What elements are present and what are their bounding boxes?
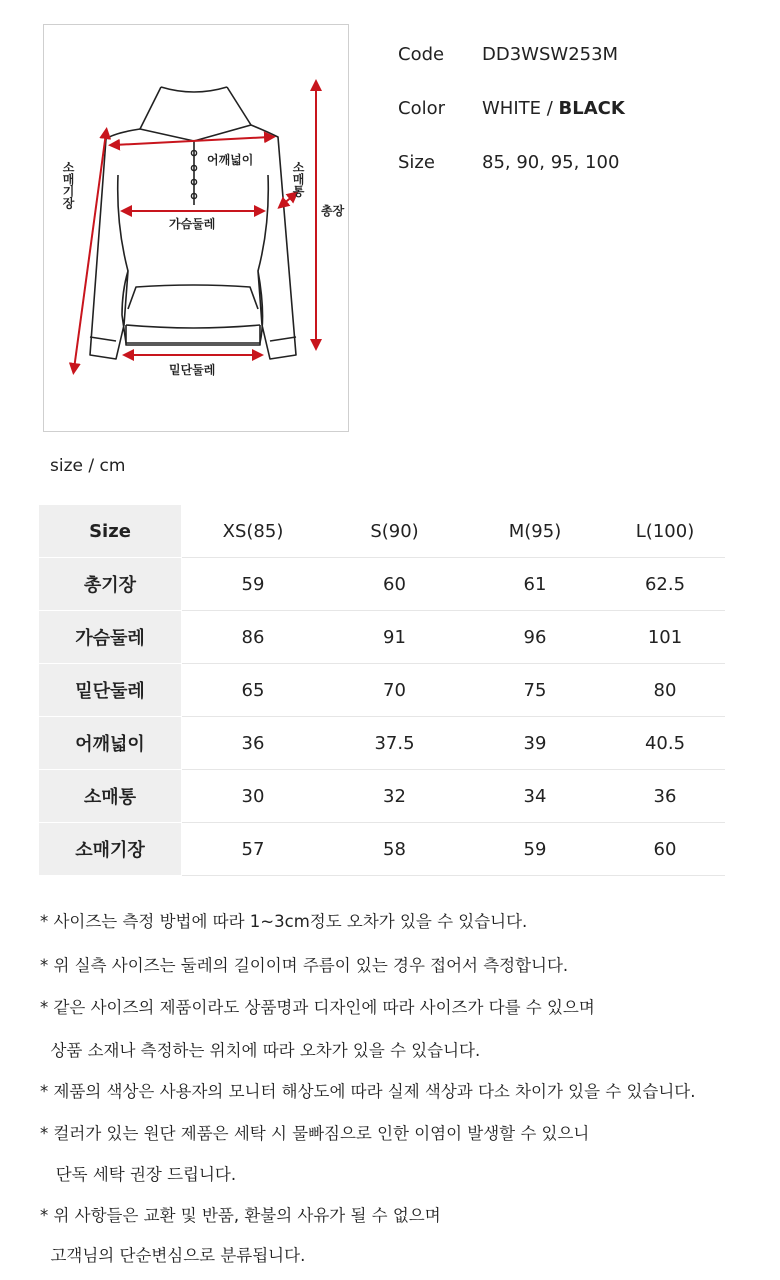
row-label: 총기장 — [39, 558, 182, 611]
note-line: 고객님의 단순변심으로 분류됩니다. — [40, 1246, 306, 1265]
table-row — [39, 717, 725, 770]
note-line: * 컬러가 있는 원단 제품은 세탁 시 물빠짐으로 인한 이염이 발생할 수 있으니 — [40, 1124, 590, 1143]
table-cell: 34 — [465, 770, 606, 823]
table-cell: 70 — [325, 664, 465, 717]
garment-diagram — [43, 24, 349, 432]
header-size: Size — [39, 505, 182, 558]
code-value: DD3WSW253M — [482, 44, 619, 65]
table-cell: 58 — [325, 823, 465, 876]
size-label: Size — [398, 152, 435, 173]
table-cell: 96 — [465, 611, 606, 664]
header-s: S(90) — [325, 505, 465, 558]
label-hem: 밑단둘레 — [169, 363, 216, 377]
table-cell: 36 — [182, 717, 325, 770]
row-label: 밑단둘레 — [39, 664, 182, 717]
code-label: Code — [398, 44, 445, 65]
table-row — [39, 611, 725, 664]
table-cell: 101 — [606, 611, 725, 664]
table-cell: 62.5 — [606, 558, 725, 611]
header-l: L(100) — [606, 505, 725, 558]
table-cell: 60 — [325, 558, 465, 611]
table-cell: 60 — [606, 823, 725, 876]
label-total-length: 총장 — [321, 204, 345, 218]
note-line: * 사이즈는 측정 방법에 따라 1~3cm정도 오차가 있을 수 있습니다. — [40, 912, 528, 931]
size-value: 85, 90, 95, 100 — [482, 152, 620, 173]
note-line: 단독 세탁 권장 드립니다. — [40, 1165, 237, 1184]
header-xs: XS(85) — [182, 505, 325, 558]
label-sleeve-width: 소매통 — [291, 161, 305, 197]
label-sleeve-length: 소매기장 — [61, 161, 75, 209]
table-cell: 57 — [182, 823, 325, 876]
table-cell: 59 — [182, 558, 325, 611]
table-row — [39, 823, 725, 876]
table-cell: 32 — [325, 770, 465, 823]
sweater-illustration — [44, 25, 350, 433]
table-cell: 86 — [182, 611, 325, 664]
table-row — [39, 770, 725, 823]
color-label: Color — [398, 98, 445, 119]
size-table — [38, 504, 725, 876]
table-cell: 75 — [465, 664, 606, 717]
table-cell: 59 — [465, 823, 606, 876]
note-line: * 제품의 색상은 사용자의 모니터 해상도에 따라 실제 색상과 다소 차이가 있을 수 있습니다. — [40, 1082, 696, 1101]
shoulder-arrow — [114, 137, 270, 145]
row-label: 소매기장 — [39, 823, 182, 876]
table-cell: 37.5 — [325, 717, 465, 770]
table-cell: 39 — [465, 717, 606, 770]
table-cell: 36 — [606, 770, 725, 823]
note-line: * 같은 사이즈의 제품이라도 상품명과 디자인에 따라 사이즈가 다를 수 있으며 — [40, 998, 595, 1017]
note-line: * 위 실측 사이즈는 둘레의 길이이며 주름이 있는 경우 접어서 측정합니다. — [40, 956, 569, 975]
note-line: * 위 사항들은 교환 및 반품, 환불의 사유가 될 수 없으며 — [40, 1206, 441, 1225]
header-m: M(95) — [465, 505, 606, 558]
row-label: 어깨넓이 — [39, 717, 182, 770]
table-row — [39, 558, 725, 611]
table-cell: 30 — [182, 770, 325, 823]
row-label: 가슴둘레 — [39, 611, 182, 664]
table-cell: 40.5 — [606, 717, 725, 770]
sleeve-length-arrow — [74, 133, 106, 369]
row-label: 소매통 — [39, 770, 182, 823]
label-shoulder: 어깨넓이 — [207, 153, 254, 167]
label-chest: 가슴둘레 — [169, 217, 216, 231]
table-cell: 61 — [465, 558, 606, 611]
table-header-row — [39, 505, 725, 558]
color-value: WHITE / BLACK — [482, 98, 625, 119]
note-line: 상품 소재나 측정하는 위치에 따라 오차가 있을 수 있습니다. — [40, 1041, 481, 1060]
table-row — [39, 664, 725, 717]
table-cell: 65 — [182, 664, 325, 717]
table-cell: 80 — [606, 664, 725, 717]
unit-label: size / cm — [50, 456, 126, 476]
table-cell: 91 — [325, 611, 465, 664]
